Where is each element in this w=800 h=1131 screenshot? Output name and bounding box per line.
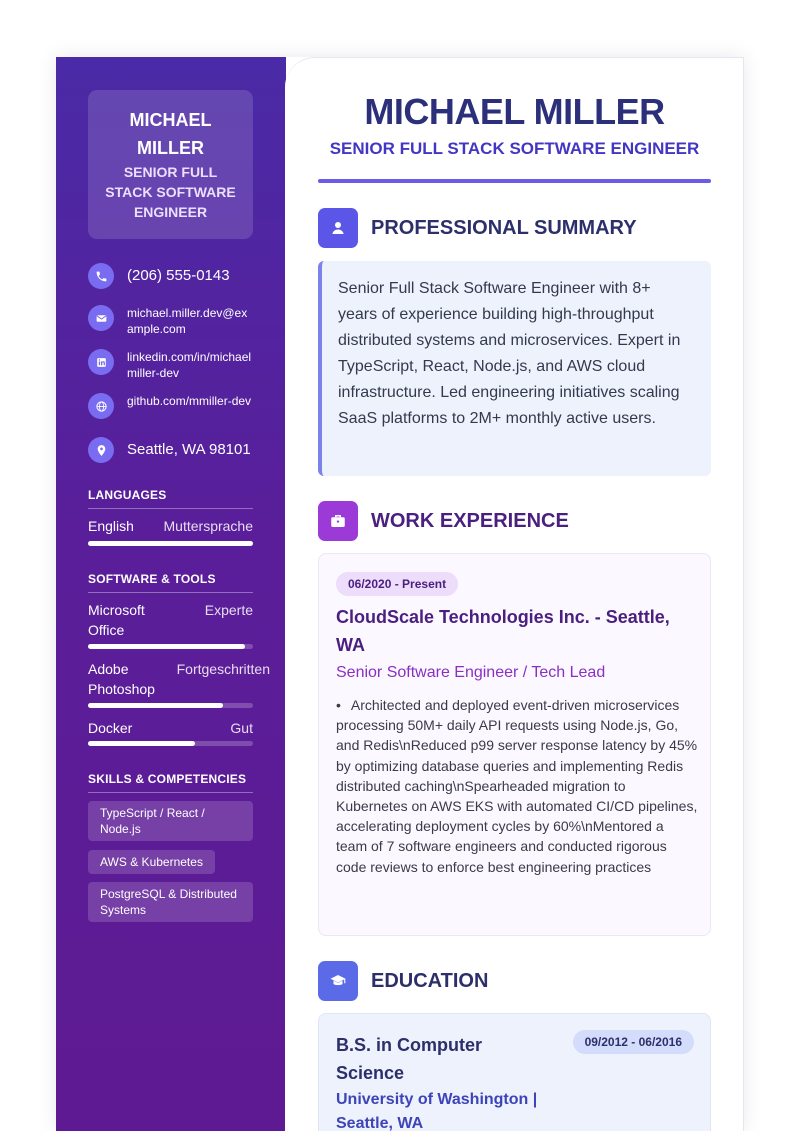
tool-name: Microsoft Office (88, 602, 145, 638)
skills-heading: SKILLS & COMPETENCIES (88, 772, 253, 793)
language-name: English (88, 518, 134, 534)
tool-level: Fortgeschritten (176, 661, 270, 677)
tool-row (88, 659, 270, 699)
tool-level-fill (88, 703, 223, 708)
job-description-text: Architected and deployed event-driven microservices processing 50M+ daily API requests using Node.js, Go, and Redis\nReduced p99 server response latency by 45% by optimizing database queries and implementing Redis distributed caching\nSpearheaded migration to Kubernetes on AWS EKS with automated CI/CD pipelines, accelerating deployment cycles by 60%\nMentored a team of 7 software engineers and conducted rigorous code reviews to enforce best engineering practices (336, 697, 698, 875)
job-card (318, 553, 711, 936)
summary-text: Senior Full Stack Software Engineer with 8+ years of experience building high-throughput distributed systems and microservices. Expert in TypeScript, React, Node.js, and AWS cloud infrastructure. Led engineering initiatives scaling SaaS platforms to 2M+ monthly active users. (318, 261, 711, 476)
contact-email-text: michael.miller.dev@example.com (127, 306, 248, 336)
email-icon (88, 305, 114, 331)
languages-heading: LANGUAGES (88, 488, 253, 509)
job-role: Senior Software Engineer / Tech Lead (336, 664, 606, 681)
tool-name: Adobe Photoshop (88, 661, 155, 697)
sidebar-name-card (88, 90, 253, 239)
sidebar-title: SENIOR FULL STACK SOFTWARE ENGINEER (105, 164, 236, 220)
contact-phone[interactable] (88, 263, 278, 289)
header-divider (318, 179, 711, 183)
tool-level-bar (88, 703, 253, 708)
page-title: MICHAEL MILLER (364, 91, 665, 132)
tool-name: Docker (88, 720, 133, 736)
skill-chip: TypeScript / React / Node.js (88, 801, 253, 841)
sidebar-name: MICHAEL MILLER (129, 110, 212, 158)
globe-icon (88, 393, 114, 419)
sidebar (56, 57, 286, 1131)
main-content (285, 57, 744, 1131)
contact-github[interactable] (88, 393, 278, 419)
bullet-marker: • (336, 697, 341, 713)
location-icon (88, 437, 114, 463)
job-title-subtitle: SENIOR FULL STACK SOFTWARE ENGINEER (329, 139, 700, 158)
contact-linkedin[interactable] (88, 349, 278, 381)
job-description (336, 695, 698, 877)
contact-phone-text: (206) 555-0143 (127, 267, 230, 284)
job-company: CloudScale Technologies Inc. - Seattle, WA (336, 607, 670, 655)
skill-chip: AWS & Kubernetes (88, 850, 215, 874)
tool-level-fill (88, 644, 245, 649)
tool-level-bar (88, 644, 253, 649)
education-school: University of Washington | Seattle, WA (336, 1091, 538, 1131)
language-row (88, 516, 253, 536)
tool-row (88, 600, 253, 640)
contact-location[interactable] (88, 437, 278, 463)
tool-row (88, 718, 253, 738)
contact-email[interactable] (88, 305, 278, 337)
education-card (318, 1013, 711, 1131)
tool-level-fill (88, 741, 195, 746)
contact-location-text: Seattle, WA 98101 (127, 441, 251, 458)
tools-heading: SOFTWARE & TOOLS (88, 572, 253, 593)
language-level-fill (88, 541, 253, 546)
graduation-cap-icon (318, 961, 358, 1001)
education-heading: EDUCATION (371, 970, 489, 992)
tool-level: Experte (204, 602, 253, 618)
briefcase-icon (318, 501, 358, 541)
phone-icon (88, 263, 114, 289)
contact-linkedin-text: linkedin.com/in/michaelmiller-dev (127, 350, 252, 380)
language-level-bar (88, 541, 253, 546)
contact-github-text: github.com/mmiller-dev (127, 394, 252, 408)
user-icon (318, 208, 358, 248)
resume-page (56, 57, 744, 1131)
language-level: Muttersprache (163, 518, 253, 534)
education-degree: B.S. in Computer Science (336, 1035, 483, 1083)
tool-level: Gut (230, 720, 253, 736)
job-dates-badge: 06/2020 - Present (336, 572, 458, 596)
skill-chip: PostgreSQL & Distributed Systems (88, 882, 253, 922)
tool-level-bar (88, 741, 253, 746)
education-dates-badge: 09/2012 - 06/2016 (573, 1030, 694, 1054)
linkedin-icon (88, 349, 114, 375)
experience-heading: WORK EXPERIENCE (371, 510, 569, 532)
summary-heading: PROFESSIONAL SUMMARY (371, 217, 637, 239)
